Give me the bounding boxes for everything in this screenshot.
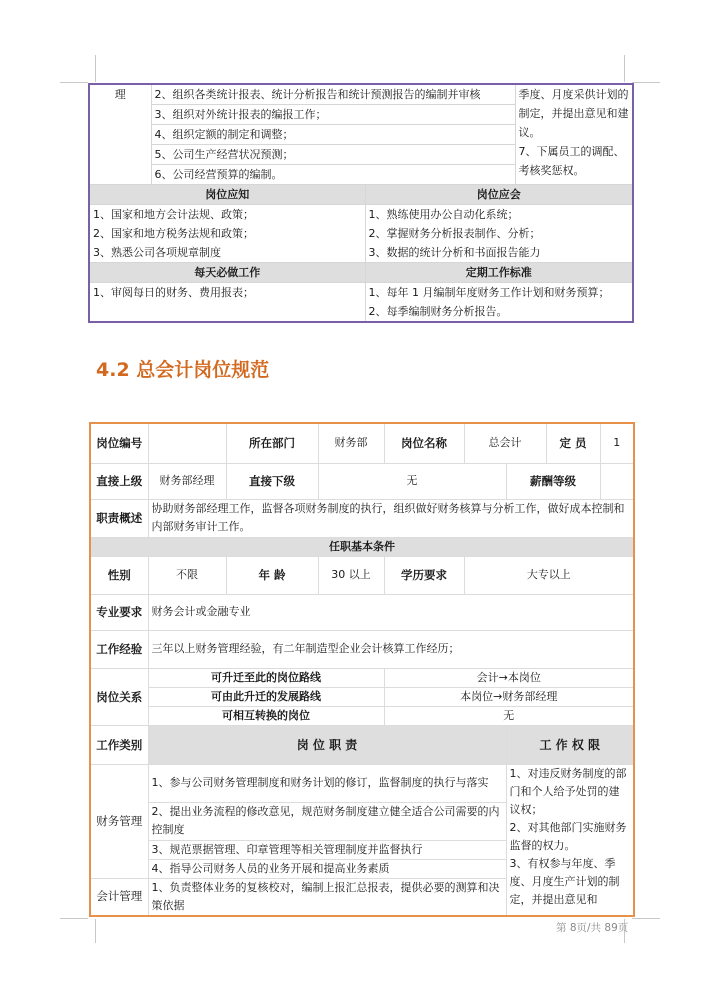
edu-value: 大专以上 <box>464 556 634 594</box>
basic-conditions-header: 任职基本条件 <box>90 537 634 556</box>
post-name-value: 总会计 <box>464 423 546 463</box>
subordinate-value: 无 <box>318 463 506 499</box>
rights-cell: 1、对违反财务制度的部门和个人给予处罚的建议权； 2、对其他部门实施财务监督的权力。 3、有权参与年度、季度、月度生产计划的制定，并提出意见和 <box>506 764 634 916</box>
know-list <box>89 205 365 263</box>
know-item: 2、国家和地方税务法规和政策； <box>93 227 254 240</box>
duty-item: 4、组织定额的制定和调整； <box>151 125 515 145</box>
salary-value <box>600 463 634 499</box>
quota-label: 定 员 <box>546 423 600 463</box>
know-header: 岗位应知 <box>89 185 365 205</box>
develop-label: 可由此升迁的发展路线 <box>148 687 384 706</box>
duty-item: 6、公司经营预算的编制。 <box>151 165 515 185</box>
crop-mark-top-right <box>632 82 660 83</box>
salary-label: 薪酬等级 <box>506 463 600 499</box>
age-value: 30 以上 <box>318 556 384 594</box>
superior-value: 财务部经理 <box>148 463 226 499</box>
edu-label: 学历要求 <box>384 556 464 594</box>
finance-duty-item: 2、提出业务流程的修改意见，规范财务制度建立健全适合公司需要的内控制度 <box>148 802 506 840</box>
prev-position-table <box>88 83 634 323</box>
finance-mgmt-label: 财务管理 <box>90 764 148 878</box>
dept-value: 财务部 <box>318 423 384 463</box>
develop-value: 本岗位→财务部经理 <box>384 687 634 706</box>
category-label: 工作类别 <box>90 725 148 764</box>
finance-duty-item: 1、参与公司财务管理制度和财务计划的修订，监督制度的执行与落实 <box>148 764 506 802</box>
relation-label: 岗位关系 <box>90 668 148 725</box>
standard-header: 定期工作标准 <box>365 263 633 283</box>
duty-category-label: 理 <box>89 84 151 185</box>
accounting-mgmt-label: 会计管理 <box>90 878 148 916</box>
know-item: 1、国家和地方会计法规、政策； <box>93 208 254 221</box>
crop-mark-bottom-left <box>60 918 88 919</box>
superior-label: 直接上级 <box>90 463 148 499</box>
skill-header: 岗位应会 <box>365 185 633 205</box>
crop-mark-bottom-left <box>95 919 96 943</box>
page-number: 第 8页/共 89页 <box>556 922 629 934</box>
skill-item: 2、掌握财务分析报表制作、分析； <box>368 227 541 240</box>
duty-item: 3、组织对外统计报表的编报工作； <box>151 105 515 125</box>
duty-item: 2、组织各类统计报表、统计分析报告和统计预测报告的编制并审核 <box>151 84 515 105</box>
crop-mark-top-right <box>624 55 625 82</box>
quota-value: 1 <box>600 423 634 463</box>
promote-label: 可升迁至此的岗位路线 <box>148 668 384 687</box>
post-name-label: 岗位名称 <box>384 423 464 463</box>
duty-item: 5、公司生产经营状况预测； <box>151 145 515 165</box>
gender-value: 不限 <box>148 556 226 594</box>
skill-item: 1、熟练使用办公自动化系统； <box>368 208 519 221</box>
duty-header: 岗 位 职 责 <box>148 725 506 764</box>
rotate-value: 无 <box>384 706 634 725</box>
post-no-value <box>148 423 226 463</box>
accounting-duty-item: 1、负责整体业务的复核校对，编制上报汇总报表，提供必要的测算和决策依据 <box>148 878 506 916</box>
standard-list <box>365 283 633 323</box>
chief-accountant-table <box>89 422 635 917</box>
rights-header: 工 作 权 限 <box>506 725 634 764</box>
major-label: 专业要求 <box>90 594 148 630</box>
section-heading: 4.2 总会计岗位规范 <box>96 359 270 381</box>
promote-value: 会计→本岗位 <box>384 668 634 687</box>
crop-mark-bottom-right <box>632 918 660 919</box>
crop-mark-top-left <box>60 82 88 83</box>
experience-value: 三年以上财务管理经验，有二年制造型企业会计核算工作经历； <box>148 630 634 668</box>
skill-item: 3、数据的统计分析和书面报告能力 <box>368 246 541 259</box>
finance-duty-item: 4、指导公司财务人员的业务开展和提高业务素质 <box>148 859 506 878</box>
crop-mark-top-left <box>95 55 96 82</box>
standard-item: 2、每季编制财务分析报告。 <box>368 305 508 318</box>
subordinate-label: 直接下级 <box>226 463 318 499</box>
summary-value: 协助财务部经理工作，监督各项财务制度的执行，组织做好财务核算与分析工作，做好成本控制和内部财务审计工作。 <box>148 499 634 537</box>
skill-list <box>365 205 633 263</box>
know-item: 3、熟悉公司各项规章制度 <box>93 246 221 259</box>
post-no-label: 岗位编号 <box>90 423 148 463</box>
daily-header: 每天必做工作 <box>89 263 365 283</box>
standard-item: 1、每年 1 月编制年度财务工作计划和财务预算； <box>368 286 610 299</box>
dept-label: 所在部门 <box>226 423 318 463</box>
daily-item: 1、审阅每日的财务、费用报表； <box>89 283 365 323</box>
rights-cell: 季度、月度采供计划的制定，并提出意见和建议。 7、下属员工的调配、考核奖惩权。 <box>515 84 633 185</box>
experience-label: 工作经验 <box>90 630 148 668</box>
major-value: 财务会计或金融专业 <box>148 594 634 630</box>
finance-duty-item: 3、规范票据管理、印章管理等相关管理制度并监督执行 <box>148 840 506 859</box>
summary-label: 职责概述 <box>90 499 148 537</box>
gender-label: 性别 <box>90 556 148 594</box>
age-label: 年 龄 <box>226 556 318 594</box>
rotate-label: 可相互转换的岗位 <box>148 706 384 725</box>
